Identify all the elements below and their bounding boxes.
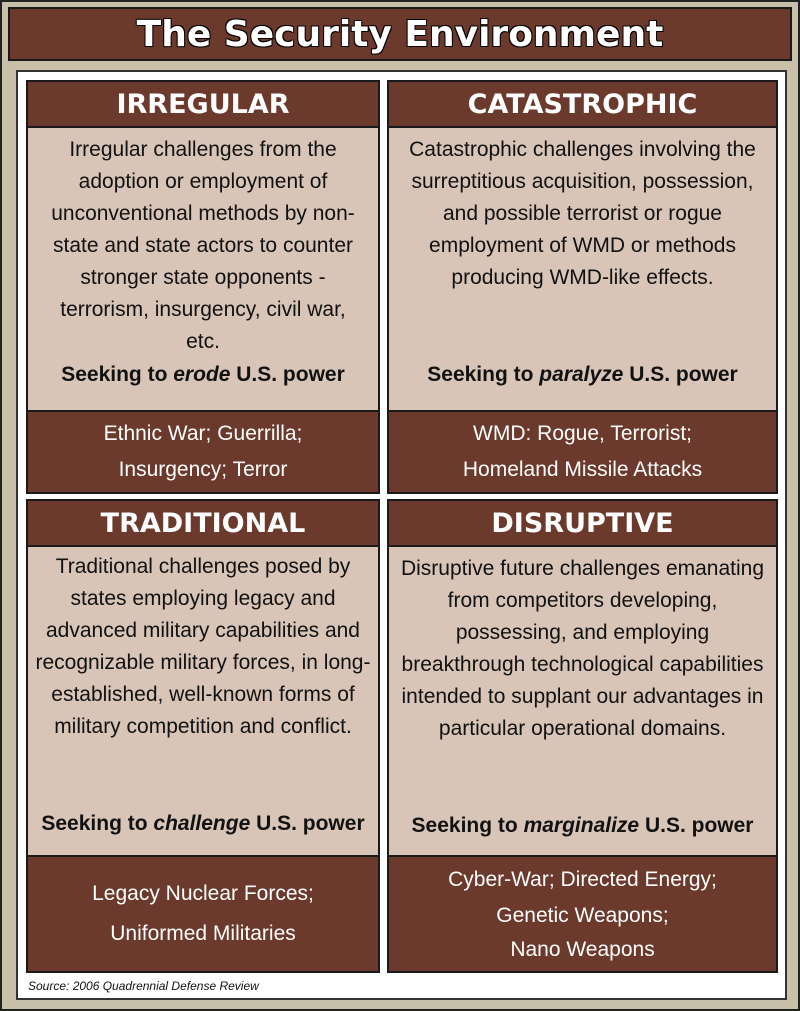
example-line: Uniformed Militaries <box>110 922 296 945</box>
seeking-verb: paralyze <box>539 363 624 386</box>
seeking-verb: marginalize <box>523 814 640 837</box>
panel-examples <box>28 410 378 492</box>
panel-seeking <box>28 812 378 836</box>
panel-heading: CATASTROPHIC <box>389 82 776 128</box>
panel-examples <box>389 410 776 492</box>
seeking-suffix: U.S. power <box>639 814 754 837</box>
panel-irregular <box>26 80 380 494</box>
panel-seeking <box>389 363 776 387</box>
panel-description: Catastrophic challenges involving the surreptitious acquisition, possession, and possible terrorist or rogue employment of WMD or methods producing WMD-like effects. <box>409 138 756 289</box>
panel-disruptive <box>387 499 778 973</box>
example-line: Cyber-War; Directed Energy; <box>448 868 717 891</box>
panel-examples <box>28 855 378 971</box>
example-line: Genetic Weapons; <box>496 904 669 927</box>
panel-examples <box>389 855 776 971</box>
panel-heading: TRADITIONAL <box>28 501 378 547</box>
example-line: Nano Weapons <box>510 938 655 961</box>
source-note: Source: 2006 Quadrennial Defense Review <box>28 979 259 993</box>
example-line: Ethnic War; Guerrilla; <box>103 422 303 445</box>
seeking-prefix: Seeking to <box>61 363 174 386</box>
panel-description: Traditional challenges posed by states employing legacy and advanced military capabilities and recognizable military forces, in long-established, well-known forms of military competition and conflict. <box>35 555 371 738</box>
panel-seeking <box>389 814 776 838</box>
panel-description: Disruptive future challenges emanating from competitors developing, possessing, and employing breakthrough technological capabilities intended to supplant our advantages in particular operational domains. <box>400 557 765 740</box>
seeking-suffix: U.S. power <box>623 363 738 386</box>
seeking-suffix: U.S. power <box>230 363 345 386</box>
panel-catastrophic <box>387 80 778 494</box>
seeking-prefix: Seeking to <box>411 814 524 837</box>
page-title: The Security Environment <box>8 7 792 61</box>
panel-traditional <box>26 499 380 973</box>
panel-heading: IRREGULAR <box>28 82 378 128</box>
panel-heading: DISRUPTIVE <box>389 501 776 547</box>
example-line: Homeland Missile Attacks <box>462 458 703 481</box>
seeking-prefix: Seeking to <box>427 363 540 386</box>
panel-seeking <box>28 363 378 387</box>
seeking-suffix: U.S. power <box>250 812 365 835</box>
seeking-prefix: Seeking to <box>41 812 154 835</box>
example-line: WMD: Rogue, Terrorist; <box>473 422 692 445</box>
seeking-verb: challenge <box>153 812 251 835</box>
example-line: Legacy Nuclear Forces; <box>92 882 314 905</box>
seeking-verb: erode <box>173 363 231 386</box>
panel-description: Irregular challenges from the adoption or employment of unconventional methods by non-state and state actors to counter stronger state opponents - terrorism, insurgency, civil war, etc. <box>51 138 355 353</box>
example-line: Insurgency; Terror <box>118 458 288 481</box>
